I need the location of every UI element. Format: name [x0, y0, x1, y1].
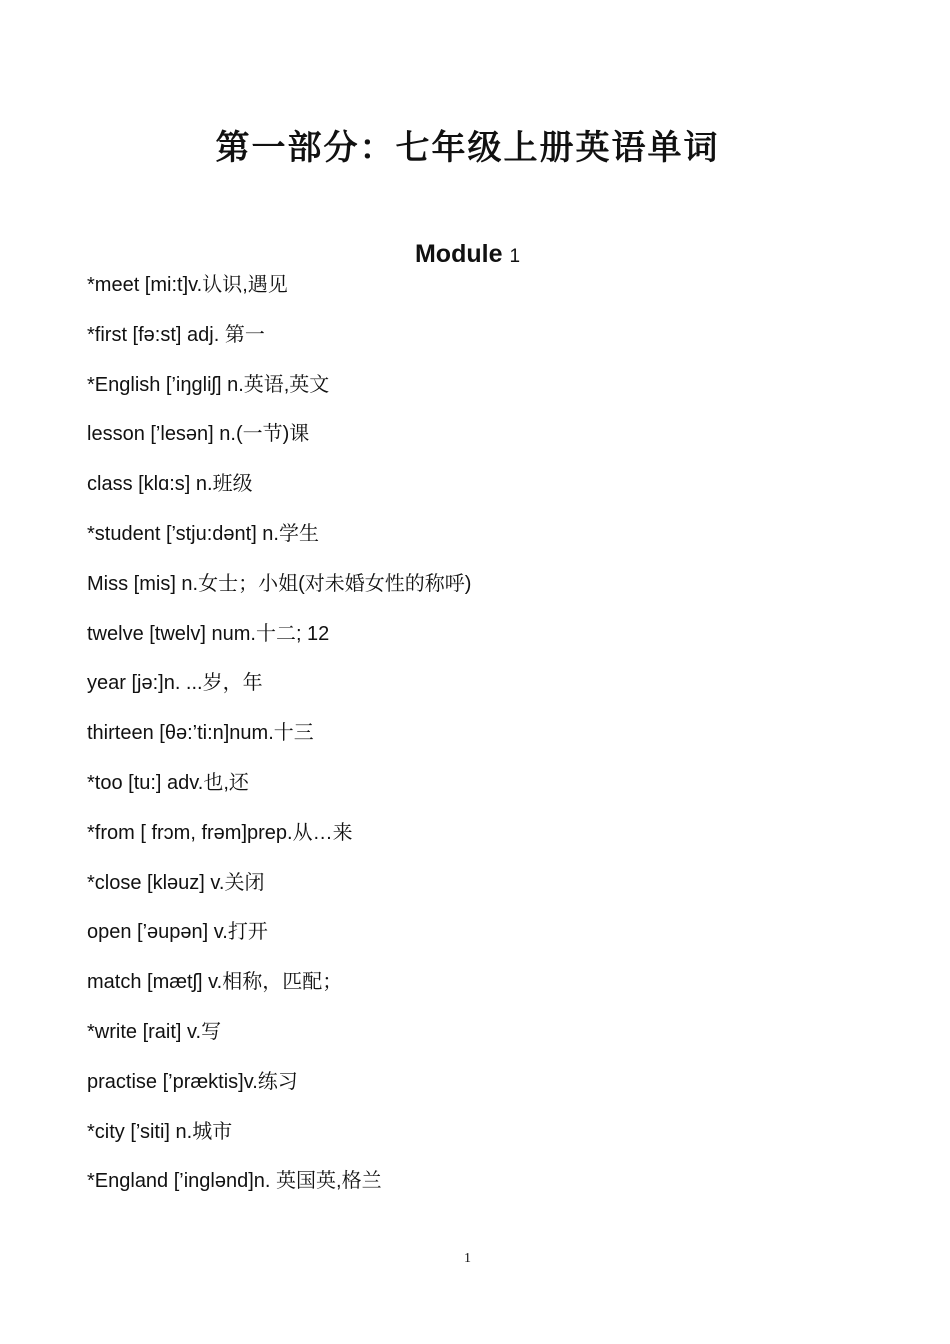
vocabulary-entry: *close [kləuz] v.关闭 — [87, 871, 265, 894]
vocabulary-entry: *write [rait] v.写 — [87, 1020, 222, 1043]
vocabulary-entry: match [mætʃ] v.相称，匹配； — [87, 971, 343, 994]
vocabulary-entry: *student [’stju:dənt] n.学生 — [87, 522, 319, 545]
vocabulary-entry: *meet [mi:t]v.认识,遇见 — [87, 274, 288, 296]
vocabulary-entry: open [’əupən] v.打开 — [87, 921, 268, 944]
page-number: 1 — [464, 1251, 471, 1266]
vocabulary-entry: *too [tu:] adv.也,还 — [87, 771, 249, 794]
vocabulary-list — [87, 268, 471, 1214]
vocabulary-entry: thirteen [θə:’ti:n]num.十三 — [87, 722, 314, 745]
vocabulary-entry: lesson [’lesən] n.(一节)课 — [87, 423, 310, 446]
vocabulary-entry: *first [fə:st] adj. 第一 — [87, 323, 265, 346]
module-label: Module — [414, 239, 503, 268]
vocabulary-entry: twelve [twelv] num.十二; 12 — [87, 622, 330, 645]
vocabulary-entry: *from [ frɔm, frəm]prep.从…来 — [87, 821, 353, 844]
vocabulary-entry: Miss [mis] n.女士；小姐(对未婚女性的称呼) — [87, 572, 472, 595]
vocabulary-entry: year [jə:]n. ...岁，年 — [87, 672, 263, 695]
vocabulary-entry: *English [’iŋgliʃ] n.英语,英文 — [87, 373, 330, 396]
vocabulary-entry: class [klɑ:s] n.班级 — [87, 473, 253, 496]
vocabulary-entry: *city [’siti] n.城市 — [87, 1120, 233, 1143]
module-number: 1 — [509, 245, 521, 267]
vocabulary-entry: practise [’præktis]v.练习 — [87, 1070, 298, 1093]
page-title: 第一部分：七年级上册英语单词 — [215, 127, 720, 168]
vocabulary-entry: *England [’inglənd]n. 英国英,格兰 — [87, 1170, 382, 1193]
